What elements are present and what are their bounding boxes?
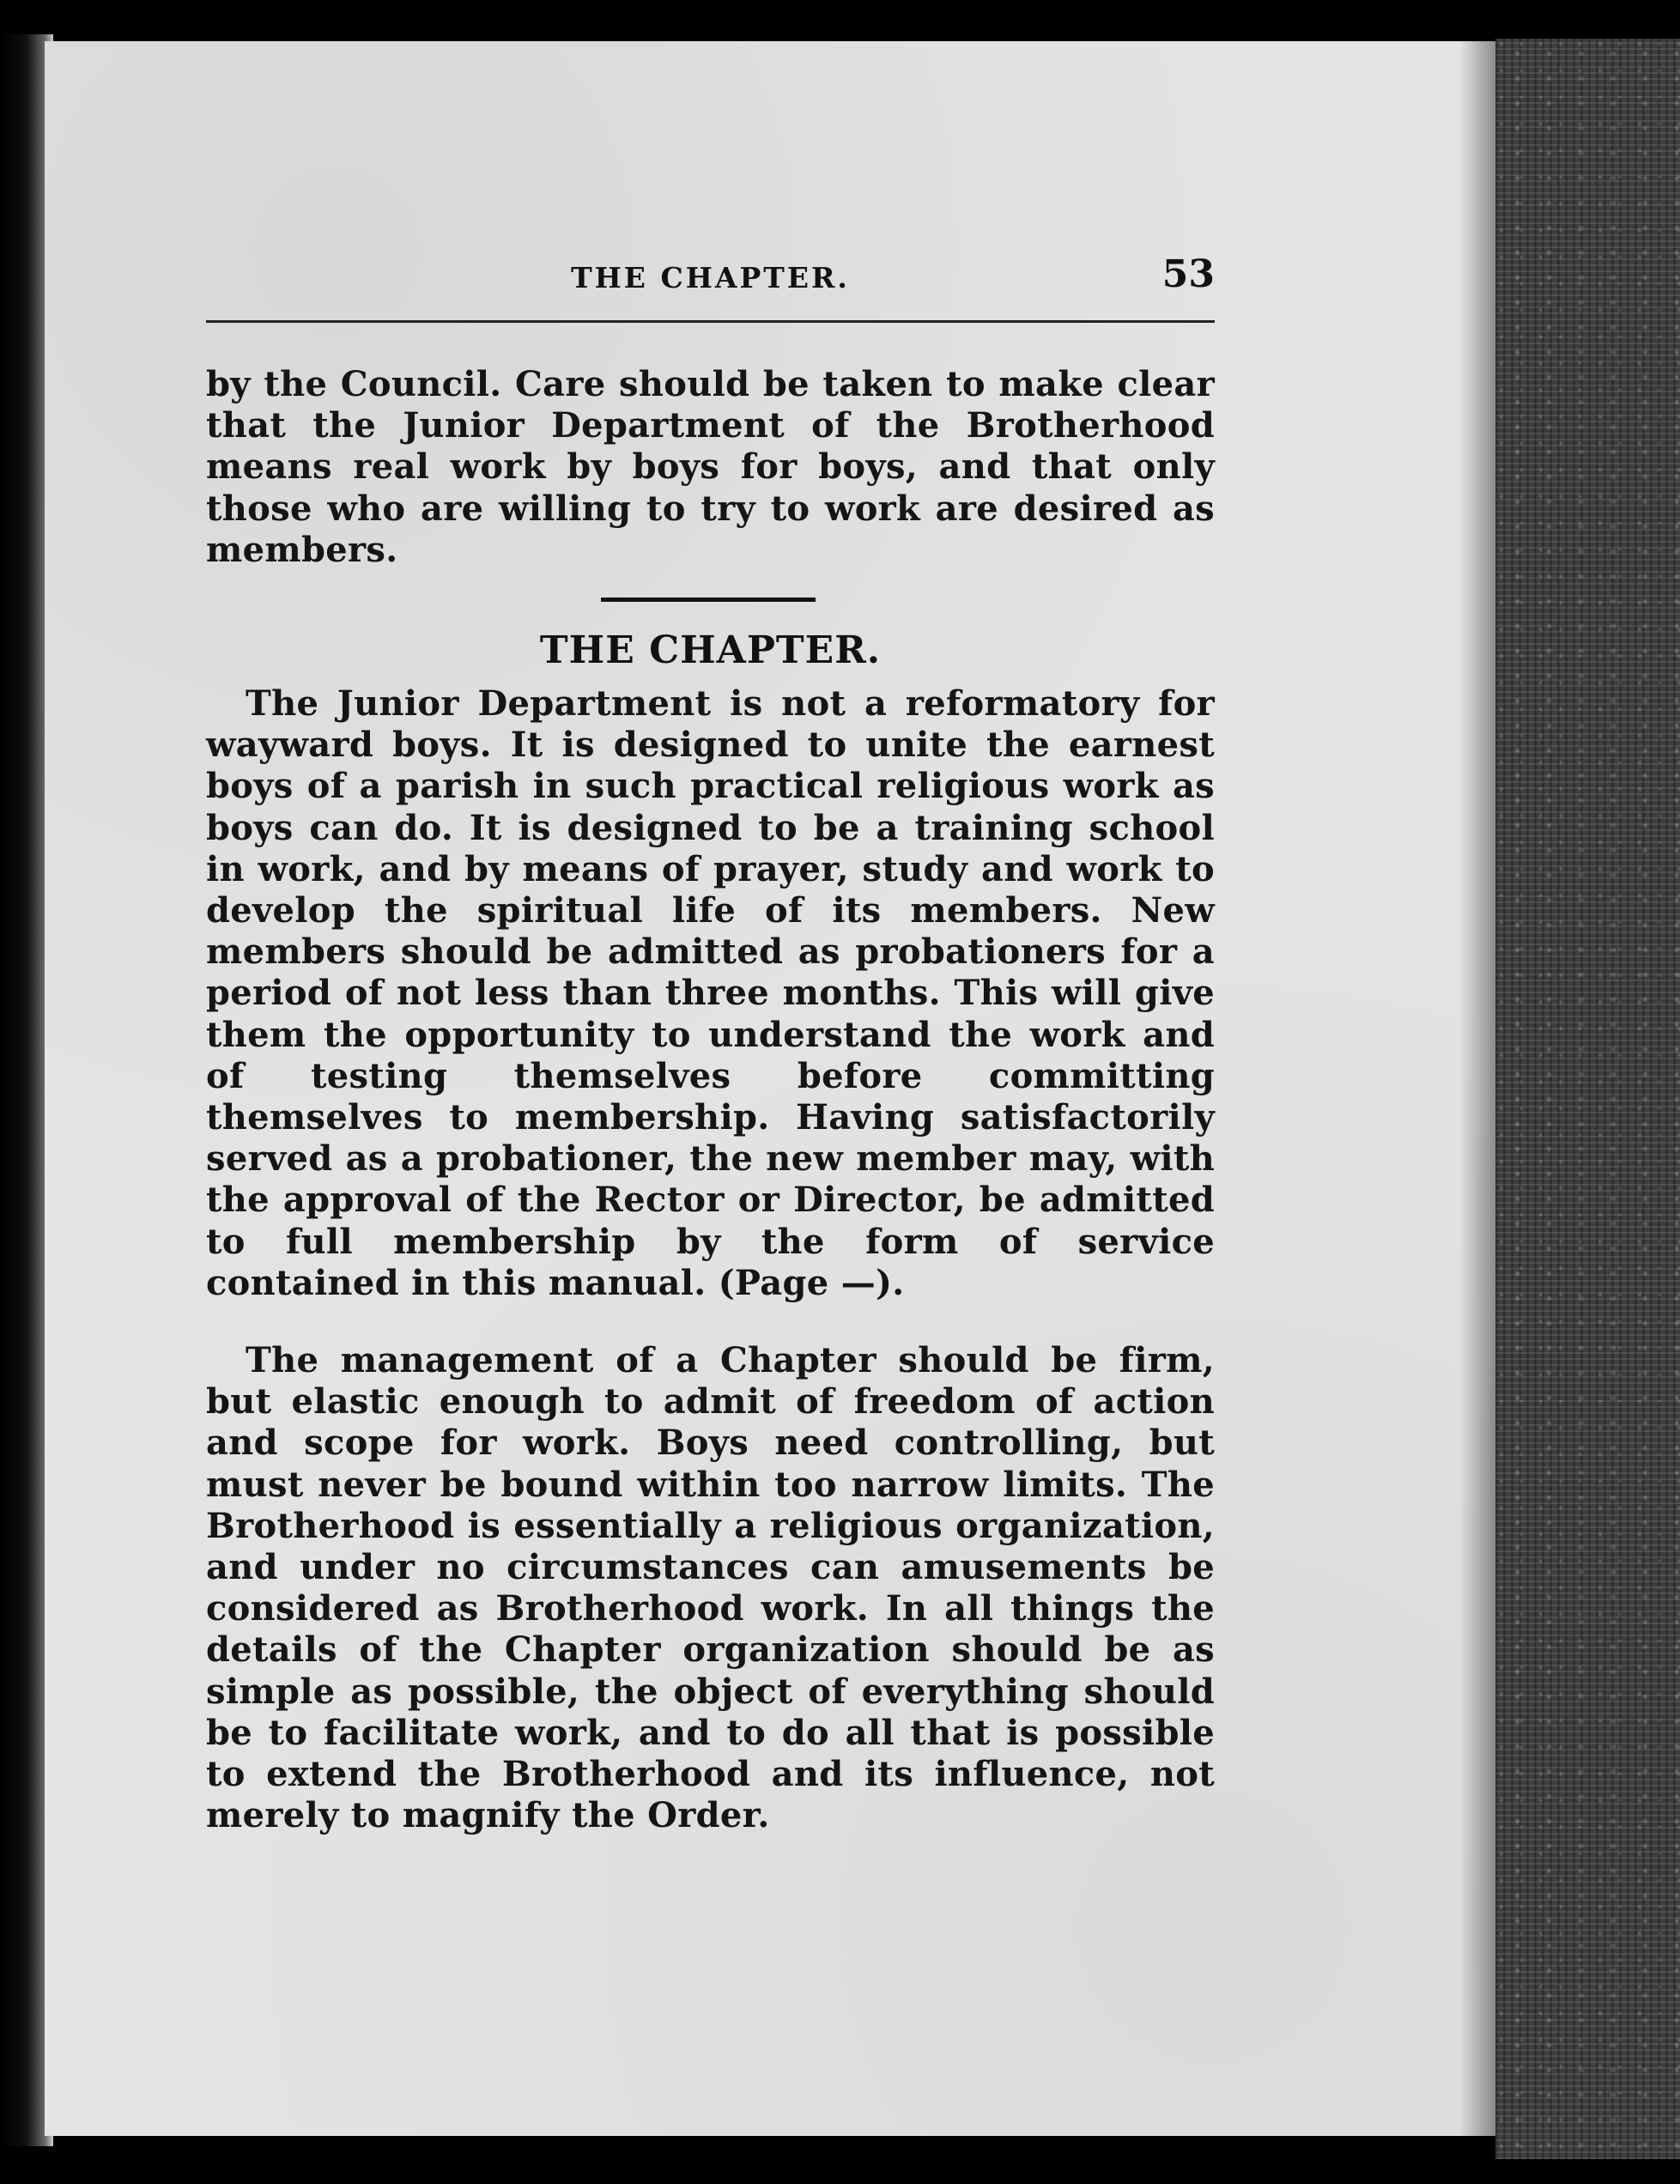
running-header — [206, 252, 1215, 309]
body-paragraph: The management of a Chapter should be firm, but elastic enough to admit of freedom of action and scope for work. Boys need controlling, but must never be bound within too narrow limits. The Brotherhood is essentially a religious organization, and under no circumstances can amusements be considered as Brotherhood work. In all things the details of the Chapter organization should be as simple as possible, the object of everything should be to facilitate work, and to do all that is possible to extend the Brotherhood and its influence, not merely to magnify the Order. — [206, 1340, 1215, 1836]
section-divider — [601, 598, 816, 602]
continued-paragraph: by the Council. Care should be taken to make clear that the Junior Department of the Brotherhood means real work by boys for boys, and that only those who are willing to try to work are desired as members. — [206, 364, 1215, 570]
book-binding-edge — [1495, 39, 1680, 2159]
section-heading: THE CHAPTER. — [539, 628, 882, 672]
page-number: 53 — [1161, 252, 1215, 296]
header-rule — [206, 320, 1215, 323]
body-paragraph: The Junior Department is not a reformatory for wayward boys. It is designed to unite the earnest boys of a parish in such practical religious work as boys can do. It is designed to be a training school in work, and by means of prayer, study and work to develop the spiritual life of its members. New members should be admitted as probationers for a period of not less than three months. This will give them the opportunity to understand the work and of testing themselves before committing themselves to membership. Having satisfactorily served as a probationer, the new member may, with the approval of the Rector or Director, be admitted to full membership by the form of service contained in this manual. (Page —). — [206, 683, 1215, 1303]
running-title: THE CHAPTER. — [571, 261, 850, 294]
